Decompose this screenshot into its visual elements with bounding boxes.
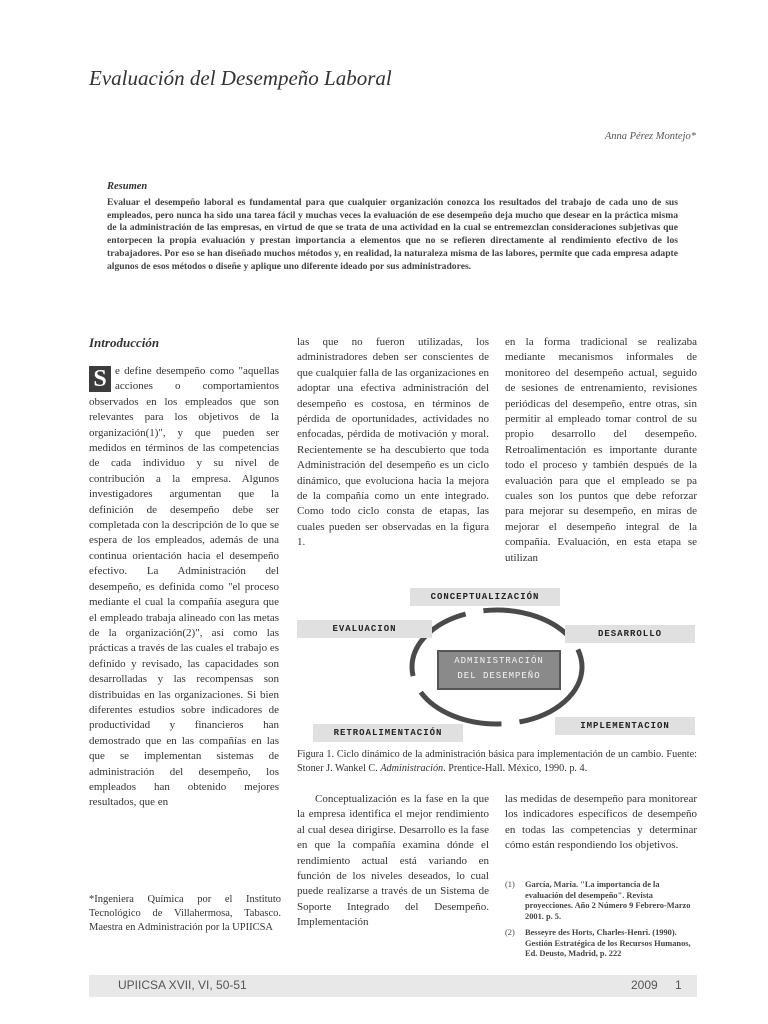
caption-italic-title: Administración (380, 762, 444, 774)
reference-text: García, María. "La importancia de la evaluación del desempeño". Revista proyecciones. Año 2 Número 9 Febrero-Marzo 2001. p. 5. (525, 880, 691, 921)
caption-source: . Prentice-Hall. México, 1990. p. 4. (443, 762, 588, 774)
column-1-text: e define desempeño como "aquellas acciones o comportamientos observados en los empleados que son relevantes para los objetivos de la organización(1)", y que pueden ser medidos en términos de las competencias de cada individuo y su nivel de contribución a la empresa. Algunos investigadores argumentan que la definición de desempeño debe ser completada con la descripción de lo que se espera de los empleados, además de una continua orientación hacia el desempeño efectivo. La Administración del desempeño, es definida como "el proceso mediante el cual la compañía asegura que el empleado trabaja alineado con las metas de la organización(2)", así como las prácticas a través de las cuales el trabajo es definido y revisado, las capacidades son desarrolladas y las recompensas son distribuidas en las organizaciones. Si bien diferentes estudios sobre indicadores de productividad y financieros han demostrado que en las compañías en las que se implementan sistemas de administración del desempeño, los empleados han obtenido mejores resultados, que en (89, 365, 279, 809)
cycle-diagram (297, 580, 697, 745)
diagram-center-box (437, 650, 561, 690)
reference-number: (1) (505, 880, 515, 889)
body-column-2: las que no fueron utilizadas, los administradores deben ser conscientes de que cualquier falla de las organizaciones en adoptar una efectiva administración del desempeño es costosa, en términos de pérdida de oportunidades, actividades no enfocadas, pérdida de motivación y moral. Recientemente se ha descubierto que toda Administración del desempeño es un ciclo dinámico, que evoluciona hacia la mejora de la compañía como un ente integrado. Como todo ciclo consta de etapas, las cuales pueden ser observadas en la figura 1. (297, 336, 489, 549)
body-column-1 (89, 364, 279, 811)
center-line-2: DEL DESEMPEÑO (457, 671, 541, 681)
stage-implementacion: IMPLEMENTACION (555, 717, 695, 735)
page-number: 1 (675, 978, 682, 992)
lower-column-3: las medidas de desempeño para monitorear los indicadores específicos de desempeño en todas las competencias y determinar cómo están respondiendo los objetivos. (505, 793, 697, 852)
stage-desarrollo: DESARROLLO (565, 625, 695, 643)
stage-retroalimentacion: RETROALIMENTACIÓN (313, 724, 463, 742)
references-list (505, 880, 697, 966)
footer-journal: UPIICSA XVII, VI, 50-51 (118, 978, 247, 992)
abstract-heading: Resumen (107, 181, 148, 192)
caption-text: Figura 1. Ciclo dinámico de la administración básica para implementación de un cambio. Fuente: Stoner J. Wankel C. (297, 749, 697, 774)
stage-conceptualizacion: CONCEPTUALIZACIÓN (410, 588, 560, 606)
author-footnote: *Ingeniera Química por el Instituto Tecnológico de Villahermosa, Tabasco. Maestra en Administración por la UPIICSA (89, 894, 281, 933)
reference-number: (2) (505, 928, 515, 937)
lower-column-2: Conceptualización es la fase en la que la empresa identifica el mejor rendimiento al cual desea dirigirse. Desarrollo es la fase en que la compañía examina dónde el rendimiento actual está variando en función de los niveles deseados, lo cual puede realizarse a través de un Sistema de Soporte Integrado del Desempeño. Implementación (297, 793, 489, 929)
center-line-1: ADMINISTRACIÓN (454, 656, 544, 666)
author-name: Anna Pérez Montejo* (604, 131, 696, 142)
reference-item (505, 928, 697, 960)
reference-text: Besseyre des Horts, Charles-Henri. (1990). Gestión Estratégica de los Recursos Humanos, Ed. Deusto, Madrid, p. 222 (525, 928, 691, 958)
footer-year: 2009 (631, 978, 658, 992)
body-column-3: en la forma tradicional se realizaba mediante mecanismos informales de monitoreo del desempeño actual, seguido de sesiones de entrenamiento, revisiones periódicas del desempeño, entre otras, sin permitir al empleado tomar control de su propio desarrollo del desempeño. Retroalimentación es importante durante todo el proceso y también después de la evaluación para que el empleado se pa cuales son los puntos que debe reforzar para mejorar su desempeño, en miras de mejorar el desempeño integral de la compañía. Evaluación, en esta etapa se utilizan (505, 336, 697, 564)
abstract-text: Evaluar el desempeño laboral es fundamental para que cualquier organización conozca los resultados del trabajo de cada uno de sus empleados, pero nunca ha sido una tarea fácil y muchas veces la evaluación de ese desempeño deja mucho que desear en la práctica misma de la administración de las empresas, en virtud de que se trata de una actividad en la cual se entremezclan consideraciones subjetivas que entorpecen la propia evaluación y prestan importancia a elementos que no se refieren directamente al rendimiento efectivo de los trabajadores. Por eso se han diseñado muchos métodos y, en realidad, la naturaleza misma de las labores, permite que cada empresa adapte algunos de esos métodos o diseñe y aplique uno diferente ideado por sus administradores. (107, 197, 678, 272)
section-heading-introduction: Introducción (89, 335, 160, 350)
stage-evaluacion: EVALUACION (297, 620, 432, 638)
drop-cap: S (89, 366, 111, 392)
reference-item (505, 880, 697, 922)
article-title: Evaluación del Desempeño Laboral (89, 66, 392, 90)
figure-caption (297, 748, 697, 776)
